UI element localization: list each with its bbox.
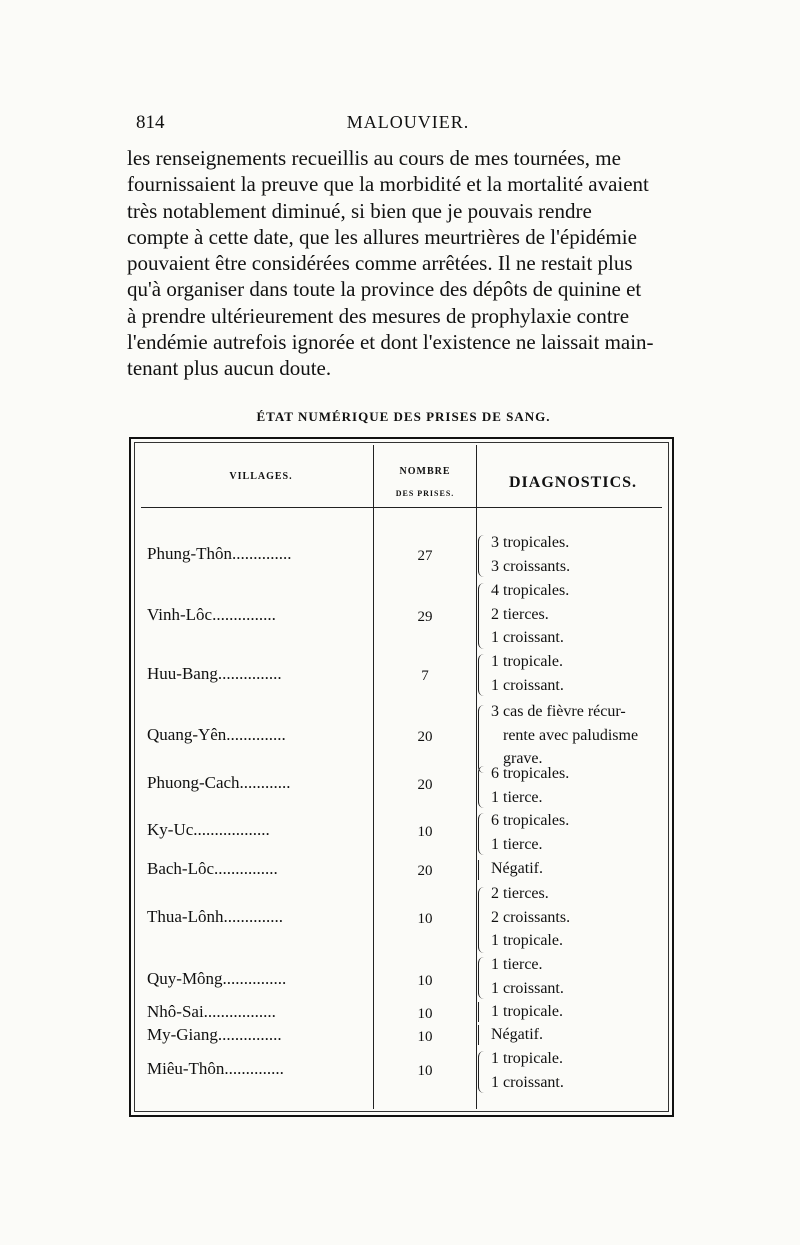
table-row-village: Miêu-Thôn.............. (147, 1059, 284, 1078)
table-row-count: 10 (417, 1063, 433, 1079)
table-row-count: 29 (417, 609, 433, 625)
table-row-diagnostics (491, 531, 666, 578)
table-row-diagnostics (491, 762, 666, 809)
table-row-diagnostics (491, 882, 666, 953)
table-row-diagnostics (491, 579, 666, 650)
body-line: à prendre ultérieurement des mesures de prophylaxie contre (127, 303, 630, 328)
brace (478, 583, 491, 649)
diagnostic-line: grave. (503, 750, 543, 767)
diagnostic-line: 4 tropicales. (491, 582, 570, 599)
table-row-diagnostics (491, 953, 666, 1000)
diagnostic-line: 1 tierce. (491, 788, 543, 806)
diagnostic-line: 1 tierce. (491, 835, 543, 853)
diagnostic-line: 1 croissant. (491, 676, 564, 694)
body-line: l'endémie autrefois ignorée et dont l'existence ne laissait main- (127, 330, 654, 355)
brace (478, 705, 491, 773)
table-row-diagnostics (491, 650, 666, 697)
table-row-village: Thua-Lônh.............. (147, 907, 283, 926)
diagnostic-line: 2 tierces. (491, 885, 549, 902)
column-divider (476, 445, 477, 1109)
column-header-nombre-line1: NOMBRE (399, 466, 451, 477)
table-row-count: 7 (421, 668, 429, 684)
table-row-diagnostics (491, 809, 666, 856)
diagnostic-line: 3 croissants. (491, 557, 571, 575)
table-row-village: Bach-Lôc............... (147, 859, 278, 878)
diagnostic-line: 1 tropicale. (491, 932, 563, 949)
page-number: 814 (136, 112, 165, 133)
column-header-nombre (375, 461, 475, 505)
body-paragraph (127, 145, 680, 382)
body-line: compte à cette date, que les allures meurtrières de l'épidémie (127, 224, 637, 249)
table-row-village: Quy-Mông............... (147, 969, 287, 988)
table-row-count: 20 (417, 729, 433, 745)
table-row-village: Quang-Yên.............. (147, 725, 286, 744)
table-row-village: Phung-Thôn.............. (147, 544, 292, 563)
diagnostic-line: 3 tropicales. (491, 534, 570, 551)
diagnostic-line: 6 tropicales. (491, 765, 570, 782)
brace (478, 766, 491, 808)
column-header-nombre-line2: DES PRISES. (395, 489, 455, 498)
diagnostic-line: 1 tierce. (491, 956, 543, 973)
data-table (129, 437, 674, 1117)
table-row-count: 27 (417, 548, 433, 564)
table-row-count: 20 (417, 777, 433, 793)
diagnostic-line: 2 tierces. (491, 605, 549, 623)
table-row-village: Nhô-Sai................. (147, 1002, 276, 1021)
brace (478, 535, 491, 577)
brace (478, 654, 491, 696)
diagnostic-line: 1 croissant. (491, 1073, 564, 1091)
diagnostic-line: 1 tropicale. (491, 1050, 563, 1067)
brace (478, 957, 491, 999)
table-row-diagnostics (491, 1000, 666, 1024)
table-row-diagnostics (491, 857, 666, 881)
rule-mark (478, 860, 491, 880)
body-line: les renseignements recueillis au cours de mes tournées, me (127, 146, 621, 170)
header-rule (141, 507, 662, 508)
table-row-count: 10 (417, 824, 433, 840)
body-line: très notablement diminué, si bien que je pouvais rendre (127, 198, 592, 223)
diagnostic-line: 1 tropicale. (491, 653, 563, 670)
column-divider (373, 445, 374, 1109)
diagnostic-line: 6 tropicales. (491, 812, 570, 829)
body-line: tenant plus aucun doute. (127, 356, 332, 381)
running-title: MALOUVIER. (346, 112, 470, 132)
table-row-village: Phuong-Cach............ (147, 773, 291, 792)
diagnostic-line: 3 cas de fièvre récur- (491, 703, 626, 720)
page-header (136, 112, 680, 140)
table-title: ÉTAT NUMÉRIQUE DES PRISES DE SANG. (256, 409, 551, 424)
table-row-village: Huu-Bang............... (147, 664, 282, 683)
diagnostic-line: 1 tropicale. (491, 1003, 563, 1020)
table-row-count: 10 (417, 1006, 433, 1022)
body-line: pouvaient être considérées comme arrêtées. Il ne restait plus (127, 251, 633, 276)
table-row-diagnostics (491, 1023, 666, 1047)
brace (478, 1051, 491, 1093)
column-header-diagnostics: DIAGNOSTICS. (508, 474, 638, 491)
table-row-count: 20 (417, 863, 433, 879)
diagnostic-line: rente avec paludisme (503, 726, 639, 744)
table-row-diagnostics (491, 1047, 666, 1094)
diagnostic-line: 1 croissant. (491, 979, 564, 997)
column-header-villages: VILLAGES. (229, 471, 293, 482)
table-row-count: 10 (417, 973, 433, 989)
diagnostic-line: 2 croissants. (491, 908, 571, 926)
table-row-village: Vinh-Lôc............... (147, 605, 276, 624)
table-row-diagnostics (491, 700, 666, 771)
table-row-village: My-Giang............... (147, 1025, 282, 1044)
brace (478, 813, 491, 855)
diagnostic-line: Négatif. (491, 1026, 543, 1043)
table-row-village: Ky-Uc.................. (147, 820, 270, 839)
body-line: fournissaient la preuve que la morbidité et la mortalité avaient (127, 172, 649, 197)
diagnostic-line: 1 croissant. (491, 629, 564, 646)
table-row-count: 10 (417, 1029, 433, 1045)
diagnostic-line: Négatif. (491, 860, 543, 877)
rule-mark (478, 1002, 491, 1022)
rule-mark (478, 1025, 491, 1045)
brace (478, 887, 491, 953)
body-line: qu'à organiser dans toute la province des dépôts de quinine et (127, 277, 642, 302)
table-row-count: 10 (417, 911, 433, 927)
